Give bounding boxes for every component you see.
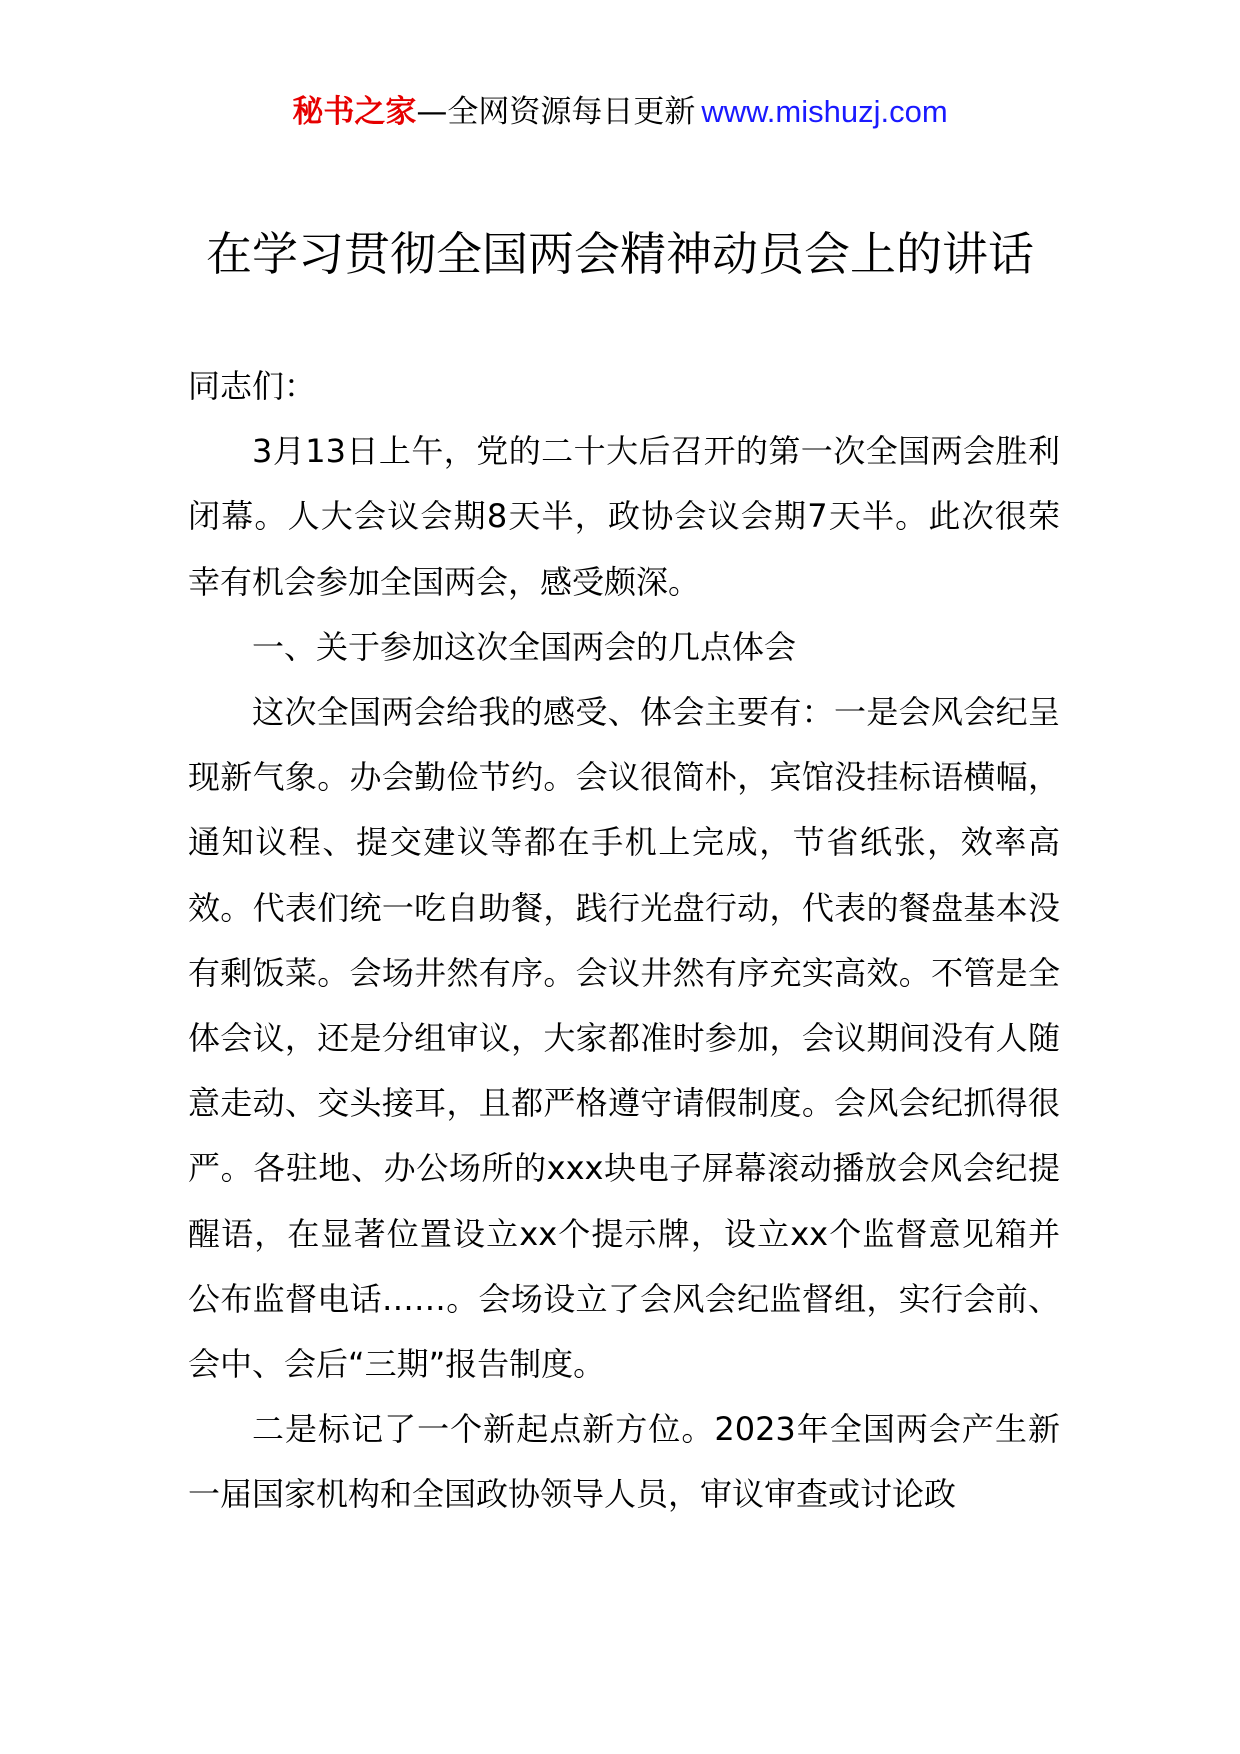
site-url-link[interactable]: www.mishuzj.com (701, 94, 948, 129)
salutation: 同志们： (188, 367, 317, 405)
site-tagline: —全网资源每日更新 (416, 94, 696, 130)
document-body (188, 354, 1060, 1528)
site-header (0, 92, 1240, 132)
site-name: 秘书之家 (292, 94, 417, 130)
paragraph-intro: 3月13日上午，党的二十大后召开的第一次全国两会胜利闭幕。人大会议会期8天半，政协会议会期7天半。此次很荣幸有机会参加全国两会，感受颇深。 (188, 432, 1060, 601)
paragraph-experience: 这次全国两会给我的感受、体会主要有：一是会风会纪呈现新气象。办会勤俭节约。会议很简朴，宾馆没挂标语横幅，通知议程、提交建议等都在手机上完成，节省纸张，效率高效。代表们统一吃自助餐，践行光盘行动，代表的餐盘基本没有剩饭菜。会场井然有序。会议井然有序充实高效。不管是全体会议，还是分组审议，大家都准时参加，会议期间没有人随意走动、交头接耳，且都严格遵守请假制度。会风会纪抓得很严。各驻地、办公场所的xxx块电子屏幕滚动播放会风会纪提醒语，在显著位置设立xx个提示牌，设立xx个监督意见箱并公布监督电话……。会场设立了会风会纪监督组，实行会前、会中、会后“三期”报告制度。 (188, 693, 1060, 1384)
paragraph-new-starting-point: 二是标记了一个新起点新方位。2023年全国两会产生新一届国家机构和全国政协领导人员，审议审查或讨论政 (188, 1410, 1060, 1514)
section-heading: 一、关于参加这次全国两会的几点体会 (252, 627, 797, 666)
document-title: 在学习贯彻全国两会精神动员会上的讲话 (206, 227, 1034, 281)
